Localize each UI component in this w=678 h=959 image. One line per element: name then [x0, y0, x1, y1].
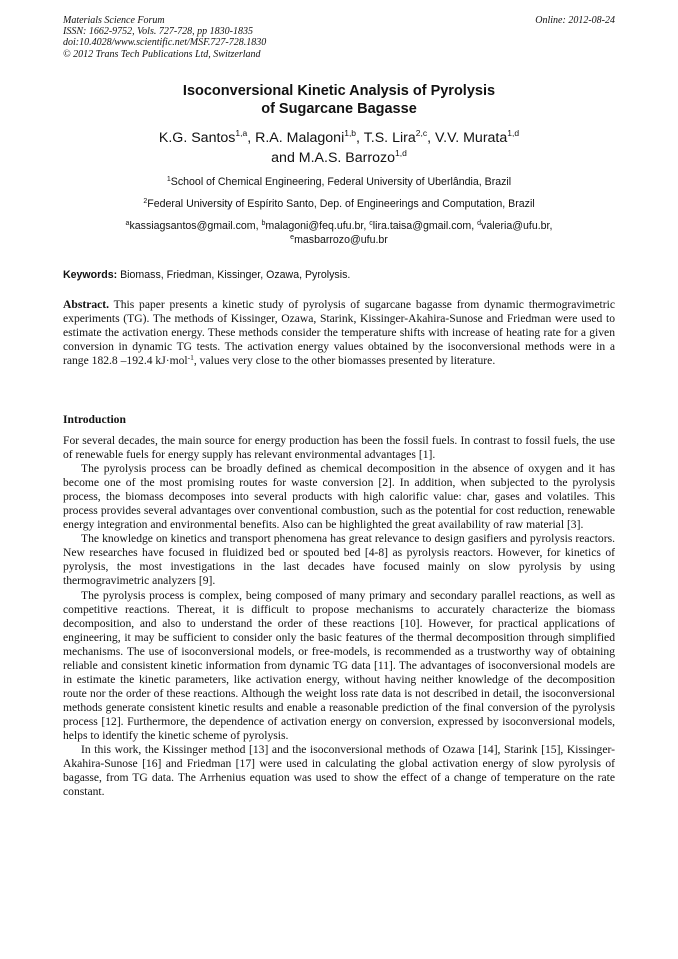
title-line-2: of Sugarcane Bagasse — [261, 101, 417, 117]
email-list: $^a$kassiagsantos@gmail.com, $^b$malagoni@feq.ufu.br, $^c$lira.taisa@gmail.com, $^d$valeria@ufu.br, $^e$masbarrozo@ufu.br — [125, 220, 553, 246]
copyright-line: © 2012 Trans Tech Publications Ltd, Switzerland — [63, 48, 261, 60]
author-list: K.G. Santos$^{1,a}$, R.A. Malagoni$^{1,b}$, T.S. Lira$^{2,c}$, V.V. Murata$^{1,d}$ and M.A.S. Barrozo$^{1,d}$ — [158, 128, 520, 166]
doi-line: doi:10.4028/www.scientific.net/MSF.727-728.1830 — [63, 37, 267, 49]
author-conjunction: and — [271, 150, 295, 166]
email-link[interactable]: lira.taisa@gmail.com, — [372, 220, 475, 232]
paragraph: For several decades, the main source for energy production has been the fossil fuels. In contrast to fossil fuels, the use of renewable fuels for energy supply has relevant environmental advantages [1]. — [63, 434, 615, 462]
keywords-label: Keywords: — [63, 269, 118, 281]
section-heading-introduction: Introduction — [63, 413, 126, 426]
email-link[interactable]: masbarrozo@ufu.br — [294, 234, 388, 246]
abstract-text: This paper presents a kinetic study of pyrolysis of sugarcane bagasse from dynamic thermogravimetric experiments (TG). The methods of Kissinger, Ozawa, Starink, Kissinger-Akahira-Sunose and Friedman were used to estimate the activation energy. These methods consider the temperature shifts with increase of heating rate for a given conversion in dynamic TG tests. The activation energy values obtained by the isoconversional methods were in a range 182.8 –192.4 kJ·mol — [63, 298, 615, 368]
paragraph: The pyrolysis process is complex, being composed of many primary and secondary parallel reactions, as well as competitive reactions. Thereat, it is difficult to propose mechanisms to accurately characterize the biomass decomposition, and also to understand the order of these reactions [10]. However, for practical applications of engineering, it may be sufficient to consider only the basic features of the thermal decomposition through simplified mechanisms. The use of isoconversional models, or free-models, is recommended as a trustworthy way of obtaining reliable and consistent kinetic information from dynamic TG data [11]. The advantages of isoconversional models are in estimate the kinetic parameters, like activation energy, without having neither knowledge of the decomposition route nor the order of these reactions. Although the weight loss rate data is not described in detail, the isoconversional methods generate consistent kinetic results and enable a reasonable prediction of the final conversion of the pyrolysis process [12]. Furthermore, the dependence of activation energy on conversion, expressed by isoconversional models, helps to identify the kinetic scheme of pyrolysis. — [63, 588, 615, 742]
paper-title — [0, 82, 678, 118]
keywords — [63, 268, 615, 282]
author-name: M.A.S. Barrozo — [298, 150, 395, 166]
journal-name: Materials Science Forum — [63, 15, 165, 26]
abstract — [63, 298, 615, 368]
online-date: Online: 2012-08-24 — [535, 15, 615, 26]
journal-header — [63, 15, 615, 60]
author-name: K.G. Santos — [158, 130, 236, 146]
introduction-body — [63, 434, 615, 799]
author-superscript: 2,c — [415, 128, 428, 138]
email-link[interactable]: malagoni@feq.ufu.br, — [265, 220, 367, 232]
abstract-label: Abstract. — [63, 298, 110, 311]
paragraph: The knowledge on kinetics and transport phenomena has great relevance to design gasifiers and pyrolysis reactors. New researches have focused in fluidized bed or spouted bed [4-8] as pyrolysis reactors. However, for kinetics of pyrolysis, the most investigations in the last decades have focused mainly on slow pyrolysis by using thermogravimetric analyzers [9]. — [63, 532, 615, 588]
author-superscript: 1,d — [395, 148, 407, 158]
keywords-text: Biomass, Friedman, Kissinger, Ozawa, Pyrolysis. — [117, 269, 351, 281]
title-line-1: Isoconversional Kinetic Analysis of Pyrolysis — [182, 83, 496, 99]
affiliation-1: $^1$School of Chemical Engineering, Federal University of Uberlândia, Brazil — [166, 176, 512, 188]
abstract-superscript: -1 — [187, 353, 194, 363]
issn-line: ISSN: 1662-9752, Vols. 727-728, pp 1830-1835 — [63, 26, 253, 38]
email-link[interactable]: valeria@ufu.br, — [481, 220, 553, 232]
author-name: V.V. Murata — [434, 130, 508, 146]
email-link[interactable]: kassiagsantos@gmail.com, — [129, 220, 259, 232]
author-name: T.S. Lira — [363, 130, 416, 146]
paragraph: In this work, the Kissinger method [13] and the isoconversional methods of Ozawa [14], Starink [15], Kissinger-Akahira-Sunose [16] and Friedman [17] were used in calculating the global activation energy of slow pyrolysis of bagasse, from TG data. The Arrhenius equation was used to show the effect of a change of temperature on the rate constant. — [63, 743, 615, 799]
abstract-tail: , values very close to the other biomasses presented by literature. — [193, 354, 496, 368]
author-superscript: 1,d — [507, 128, 520, 138]
author-name: R.A. Malagoni — [255, 130, 345, 146]
author-superscript: 1,a — [235, 128, 248, 138]
paragraph: The pyrolysis process can be broadly defined as chemical decomposition in the absence of oxygen and it has become one of the most promising routes for waste conversion [2]. In addition, when subjected to the pyrolysis process, the biomass decomposes into several products with high calorific value: char, gases and volatiles. This process provides several advantages over conventional combustion, such as the potential for cost reduction, renewable energy integration and environmental benefits. Also can be highlighted the great availability of raw material [3]. — [63, 462, 615, 532]
affiliation-2: $^2$Federal University of Espírito Santo, Dep. of Engineerings and Computation, Brazil — [143, 198, 535, 210]
author-superscript: 1,b — [344, 128, 357, 138]
